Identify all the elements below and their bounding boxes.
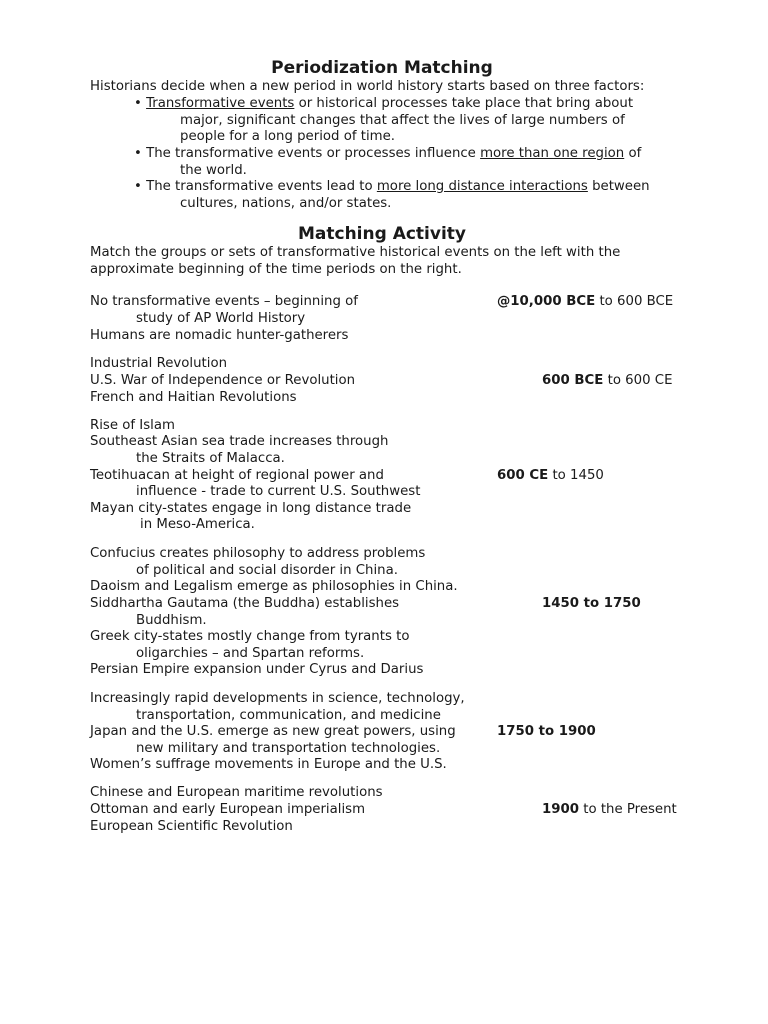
event-line: Ottoman and early European imperialism	[90, 802, 366, 817]
period-label	[497, 724, 596, 741]
period-label	[497, 468, 604, 485]
event-line: Siddhartha Gautama (the Buddha) establishes	[90, 596, 400, 611]
event-line: Industrial Revolution	[90, 356, 228, 371]
event-line: of political and social disorder in China.	[136, 562, 398, 578]
event-line: Humans are nomadic hunter-gatherers	[90, 328, 349, 343]
event-line: Persian Empire expansion under Cyrus and Darius	[90, 662, 424, 677]
event-line: Chinese and European maritime revolutions	[90, 785, 383, 800]
period-start: 1750 to 1900	[497, 724, 596, 739]
factor-3-line-2: cultures, nations, and/or states.	[180, 195, 392, 211]
period-start: 600 CE	[497, 467, 549, 483]
period-start: 1900	[542, 802, 580, 817]
event-line: transportation, communication, and medicine	[136, 708, 441, 723]
event-line: Teotihuacan at height of regional power and	[90, 467, 384, 483]
event-line: influence - trade to current U.S. Southwest	[136, 484, 421, 499]
period-label	[542, 596, 641, 613]
event-line: Greek city-states mostly change from tyrants to	[90, 629, 410, 644]
event-line: Women’s suffrage movements in Europe and the U.S.	[90, 757, 447, 772]
instructions-line-2: approximate beginning of the time periods on the right.	[90, 262, 462, 277]
event-line: U.S. War of Independence or Revolution	[90, 373, 356, 388]
factor-2-line-1	[134, 146, 641, 163]
event-line: Daoism and Legalism emerge as philosophies in China.	[90, 579, 458, 594]
period-start: 1450 to 1750	[542, 596, 641, 611]
event-line: Rise of Islam	[90, 418, 175, 433]
factor-2-term: more than one region	[480, 146, 625, 161]
period-start: 600 BCE	[542, 373, 604, 388]
intro-text: Historians decide when a new period in world history starts based on three factors:	[90, 79, 645, 94]
instructions-line-1: Match the groups or sets of transformative historical events on the left with the	[90, 245, 621, 260]
event-line: in Meso-America.	[140, 517, 255, 532]
page-title: Periodization Matching	[271, 58, 493, 78]
period-end: to 1450	[548, 467, 604, 483]
period-end: to 600 CE	[603, 373, 673, 388]
period-start: @10,000 BCE	[497, 294, 596, 309]
factor-1-line-3: people for a long period of time.	[180, 129, 396, 144]
factor-1-line-2: major, significant changes that affect the lives of large numbers of	[180, 112, 625, 128]
bullet: •	[134, 146, 142, 161]
event-line: new military and transportation technologies.	[136, 740, 441, 756]
period-label	[542, 373, 672, 390]
event-line: No transformative events – beginning of	[90, 294, 358, 309]
event-line: Confucius creates philosophy to address problems	[90, 546, 426, 561]
factor-2-line-2: the world.	[180, 162, 247, 178]
period-end: to the Present	[579, 802, 677, 817]
event-line: European Scientific Revolution	[90, 818, 293, 834]
factor-2-text-end: of	[624, 146, 642, 161]
event-line: Southeast Asian sea trade increases through	[90, 434, 389, 449]
period-label	[497, 294, 673, 311]
period-end: to 600 BCE	[595, 294, 674, 309]
factor-1-text: or historical processes take place that bring about	[294, 96, 634, 111]
event-line: Increasingly rapid developments in science, technology,	[90, 691, 465, 706]
factor-2-text: The transformative events or processes influence	[146, 146, 481, 161]
factor-3-term: more long distance interactions	[376, 179, 588, 194]
section-title: Matching Activity	[297, 224, 467, 244]
event-line: oligarchies – and Spartan reforms.	[136, 645, 365, 661]
event-line: Japan and the U.S. emerge as new great powers, using	[90, 724, 456, 739]
event-line: study of AP World History	[136, 311, 306, 326]
factor-3-line-1	[134, 179, 650, 196]
factor-1-term: Transformative events	[146, 96, 295, 111]
factor-3-text-end: between	[587, 179, 650, 194]
event-line: the Straits of Malacca.	[136, 451, 285, 466]
event-line: French and Haitian Revolutions	[90, 390, 297, 405]
event-line: Buddhism.	[136, 612, 207, 628]
period-label	[542, 802, 677, 819]
bullet: •	[134, 96, 142, 111]
factor-3-text: The transformative events lead to	[146, 179, 377, 194]
bullet: •	[134, 179, 142, 194]
factor-1-line-1	[134, 96, 633, 113]
event-line: Mayan city-states engage in long distance trade	[90, 500, 412, 516]
